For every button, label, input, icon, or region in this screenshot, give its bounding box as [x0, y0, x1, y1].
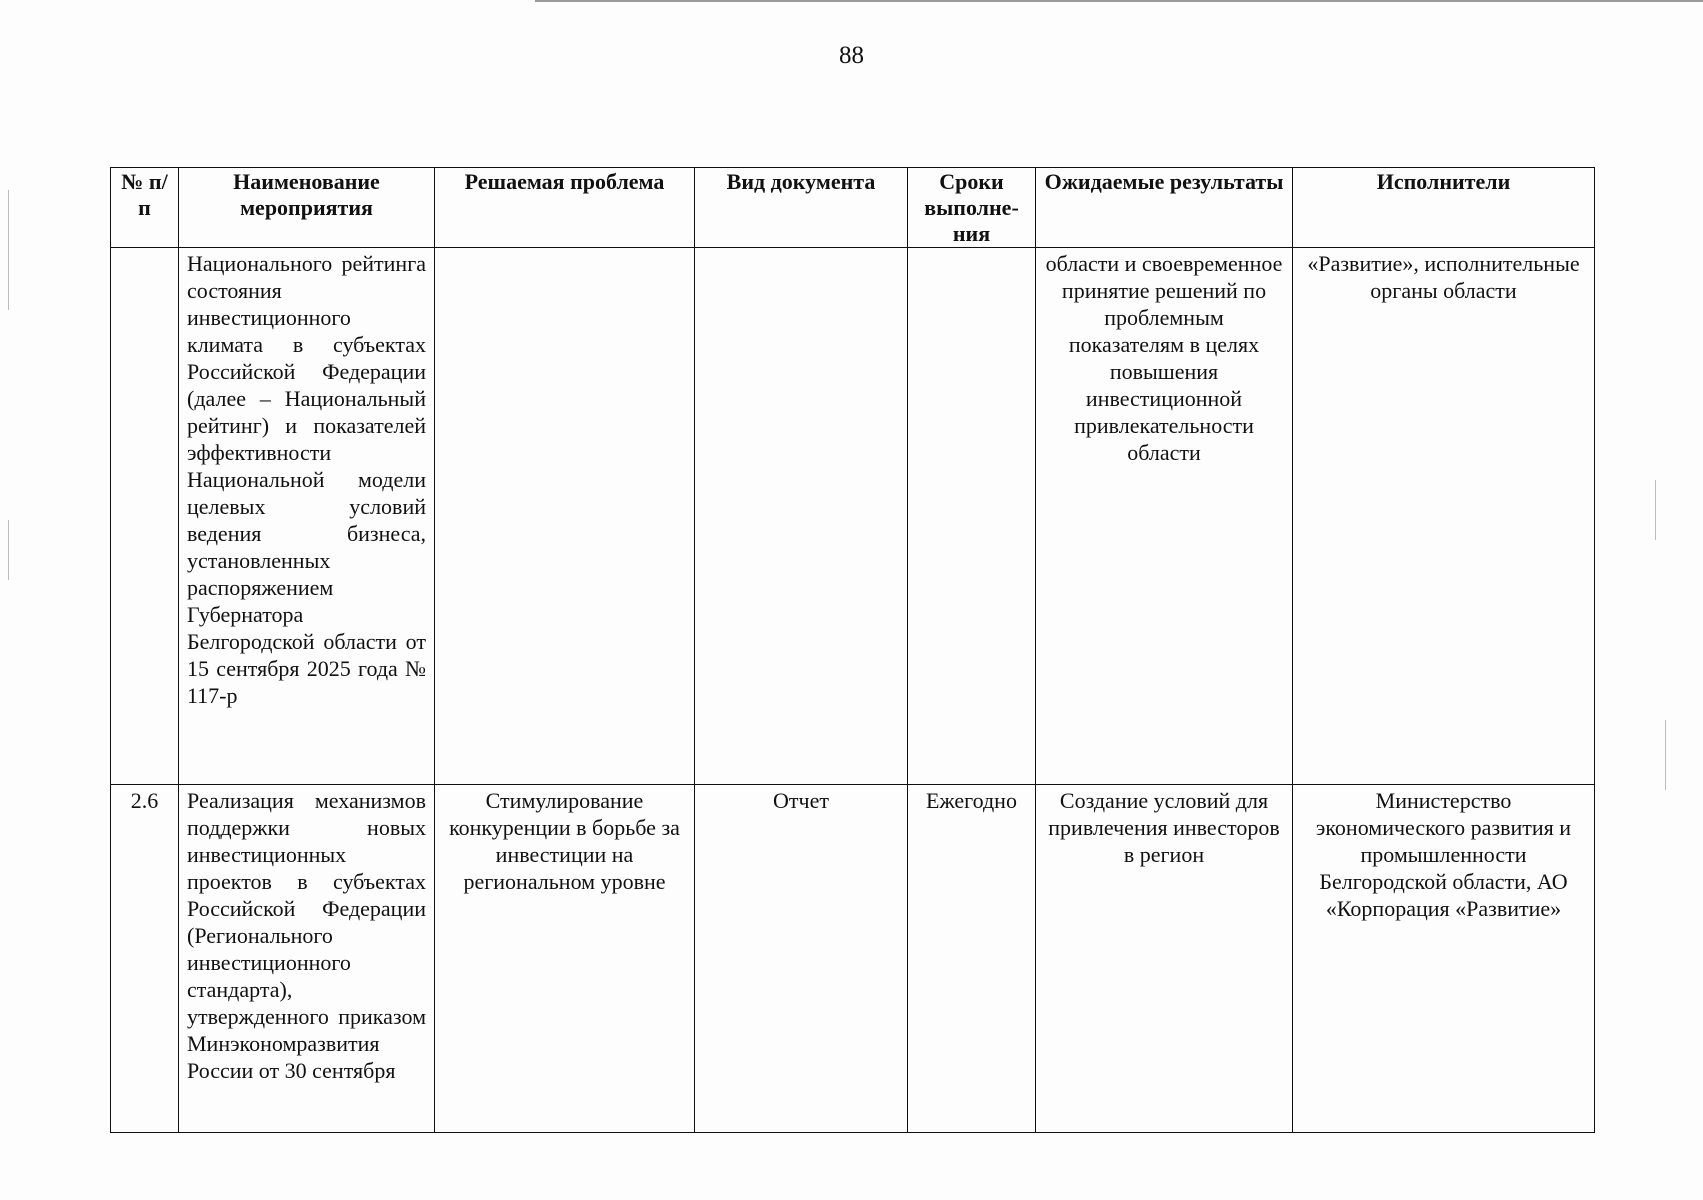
- executors: Министерство экономического развития и промышленности Белгородской области, АО «Корпорация «Развитие»: [1293, 785, 1595, 1133]
- scan-artifact-left: [8, 190, 9, 310]
- problem: Стимулирование конкуренции в борьбе за инвестиции на региональном уровне: [435, 785, 695, 1133]
- deadline: Ежегодно: [908, 785, 1036, 1133]
- document-type: [695, 248, 908, 785]
- header-document-type: Вид документа: [695, 168, 908, 248]
- problem: [435, 248, 695, 785]
- header-number: № п/п: [111, 168, 179, 248]
- document-type: Отчет: [695, 785, 908, 1133]
- header-executors: Исполнители: [1293, 168, 1595, 248]
- activity-name: Реализация механизмов поддержки новых инвестиционных проектов в субъектах Российской Федерации (Регионального инвестиционного стандарта), утвержденного приказом Минэкономразвития России от 30 сентября: [179, 785, 435, 1133]
- scan-artifact-right: [1655, 480, 1656, 540]
- table-row: [111, 785, 1595, 1133]
- expected-results: Создание условий для привлечения инвесторов в регион: [1036, 785, 1293, 1133]
- table-header-row: [111, 168, 1595, 248]
- row-number: [111, 248, 179, 785]
- row-number: 2.6: [111, 785, 179, 1133]
- activities-table: [110, 167, 1595, 1133]
- scan-artifact-left: [8, 520, 9, 580]
- scan-top-edge: [535, 0, 1703, 2]
- scan-artifact-right: [1665, 720, 1666, 790]
- header-problem: Решаемая проблема: [435, 168, 695, 248]
- executors: «Развитие», исполнительные органы области: [1293, 248, 1595, 785]
- table-row: [111, 248, 1595, 785]
- activity-name: Национального рейтинга состояния инвестиционного климата в субъектах Российской Федерации (далее – Национальный рейтинг) и показателей эффективности Национальной модели целевых условий ведения бизнеса, установленных распоряжением Губернатора Белгородской области от 15 сентября 2025 года № 117-р: [179, 248, 435, 785]
- header-expected-results: Ожидаемые результаты: [1036, 168, 1293, 248]
- header-activity-name: Наименование мероприятия: [179, 168, 435, 248]
- page-number: 88: [839, 42, 864, 69]
- expected-results: области и своевременное принятие решений по проблемным показателям в целях повышения инвестиционной привлекательности области: [1036, 248, 1293, 785]
- header-deadline: Сроки выполне-ния: [908, 168, 1036, 248]
- deadline: [908, 248, 1036, 785]
